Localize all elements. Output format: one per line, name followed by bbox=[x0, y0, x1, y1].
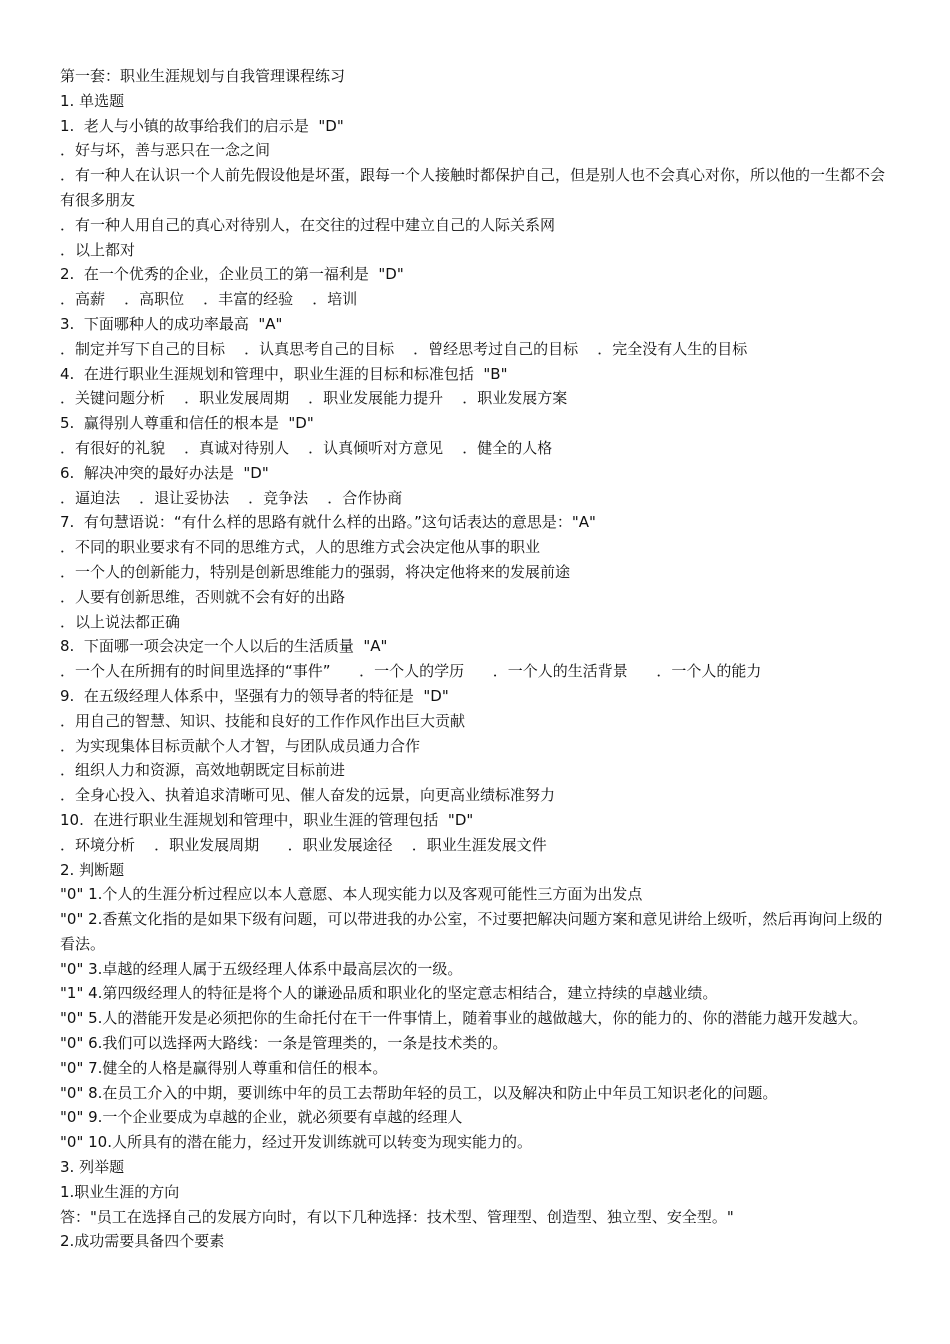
enumeration-item-1: 1.职业生涯的方向 bbox=[60, 1182, 180, 1201]
question-9-option: ．为实现集体目标贡献个人才智，与团队成员通力合作 bbox=[60, 736, 421, 755]
document-page bbox=[60, 64, 896, 1254]
judgment-item-8: "0" 8.在员工介入的中期，要训练中年的员工去帮助年轻的员工，以及解决和防止中年员工知识老化的问题。 bbox=[60, 1083, 778, 1102]
question-2-options: ．高薪 ．高职位 ．丰富的经验 ．培训 bbox=[60, 290, 358, 309]
question-1-option: ．好与坏，善与恶只在一念之间 bbox=[60, 141, 271, 160]
question-7-option: ．不同的职业要求有不同的思维方式，人的思维方式会决定他从事的职业 bbox=[60, 538, 541, 557]
question-3: 3. 下面哪种人的成功率最高 "A" bbox=[60, 314, 283, 333]
question-6: 6. 解决冲突的最好办法是 "D" bbox=[60, 463, 269, 482]
section-heading-single-choice: 1. 单选题 bbox=[60, 91, 125, 110]
judgment-item-6: "0" 6.我们可以选择两大路线：一条是管理类的，一条是技术类的。 bbox=[60, 1034, 508, 1053]
question-4: 4. 在进行职业生涯规划和管理中，职业生涯的目标和标准包括 "B" bbox=[60, 364, 508, 383]
question-9-option: ．组织人力和资源，高效地朝既定目标前进 bbox=[60, 761, 346, 780]
question-8: 8. 下面哪一项会决定一个人以后的生活质量 "A" bbox=[60, 637, 388, 656]
enumeration-answer-1: 答："员工在选择自己的发展方向时，有以下几种选择：技术型、管理型、创造型、独立型、安全型。" bbox=[60, 1207, 734, 1226]
question-9-option: ．用自己的智慧、知识、技能和良好的工作作风作出巨大贡献 bbox=[60, 711, 466, 730]
section-heading-true-false: 2. 判断题 bbox=[60, 860, 125, 879]
question-1-option: ．有一种人在认识一个人前先假设他是坏蛋，跟每一个人接触时都保护自己，但是别人也不会真心对你，所以他的一生都不会有很多朋友 bbox=[60, 166, 886, 209]
enumeration-item-2: 2.成功需要具备四个要素 bbox=[60, 1232, 225, 1251]
judgment-item-3: "0" 3.卓越的经理人属于五级经理人体系中最高层次的一级。 bbox=[60, 959, 463, 978]
question-9: 9. 在五级经理人体系中，坚强有力的领导者的特征是 "D" bbox=[60, 686, 449, 705]
question-9-option: ．全身心投入、执着追求清晰可见、催人奋发的远景，向更高业绩标准努力 bbox=[60, 786, 556, 805]
judgment-item-2: "0" 2.香蕉文化指的是如果下级有问题，可以带进我的办公室，不过要把解决问题方案和意见讲给上级听，然后再询问上级的看法。 bbox=[60, 910, 883, 953]
question-3-options: ．制定并写下自己的目标 ．认真思考自己的目标 ．曾经思考过自己的目标 ．完全没有人生的目标 bbox=[60, 339, 748, 358]
question-1: 1. 老人与小镇的故事给我们的启示是 "D" bbox=[60, 116, 344, 135]
question-6-options: ．逼迫法 ．退让妥协法 ．竞争法 ．合作协商 bbox=[60, 488, 403, 507]
judgment-item-5: "0" 5.人的潜能开发是必须把你的生命托付在干一件事情上，随着事业的越做越大，你的能力的、你的潜能力越开发越大。 bbox=[60, 1009, 868, 1028]
judgment-item-1: "0" 1.个人的生涯分析过程应以本人意愿、本人现实能力以及客观可能性三方面为出发点 bbox=[60, 885, 643, 904]
question-7: 7. 有句慧语说：“有什么样的思路有就什么样的出路。”这句话表达的意思是："A" bbox=[60, 513, 596, 532]
question-4-options: ．关键问题分析 ．职业发展周期 ．职业发展能力提升 ．职业发展方案 bbox=[60, 389, 568, 408]
question-1-option: ．有一种人用自己的真心对待别人，在交往的过程中建立自己的人际关系网 bbox=[60, 215, 556, 234]
question-2: 2. 在一个优秀的企业，企业员工的第一福利是 "D" bbox=[60, 265, 404, 284]
question-8-options: ．一个人在所拥有的时间里选择的“事件” ．一个人的学历 ．一个人的生活背景 ．一个人的能力 bbox=[60, 662, 762, 681]
question-5-options: ．有很好的礼貌 ．真诚对待别人 ．认真倾听对方意见 ．健全的人格 bbox=[60, 438, 553, 457]
question-1-option: ．以上都对 bbox=[60, 240, 136, 259]
judgment-item-9: "0" 9.一个企业要成为卓越的企业，就必须要有卓越的经理人 bbox=[60, 1108, 463, 1127]
document-title: 第一套：职业生涯规划与自我管理课程练习 bbox=[60, 67, 346, 85]
question-5: 5. 赢得别人尊重和信任的根本是 "D" bbox=[60, 414, 314, 433]
question-7-option: ．以上说法都正确 bbox=[60, 612, 181, 631]
judgment-item-4: "1" 4.第四级经理人的特征是将个人的谦逊品质和职业化的坚定意志相结合，建立持续的卓越业绩。 bbox=[60, 984, 718, 1003]
judgment-item-10: "0" 10.人所具有的潜在能力，经过开发训练就可以转变为现实能力的。 bbox=[60, 1133, 532, 1152]
question-7-option: ．人要有创新思维，否则就不会有好的出路 bbox=[60, 587, 346, 606]
judgment-item-7: "0" 7.健全的人格是赢得别人尊重和信任的根本。 bbox=[60, 1058, 388, 1077]
section-heading-enumeration: 3. 列举题 bbox=[60, 1158, 125, 1177]
question-7-option: ．一个人的创新能力，特别是创新思维能力的强弱，将决定他将来的发展前途 bbox=[60, 562, 571, 581]
question-10-options: ．环境分析 ．职业发展周期 ．职业发展途径 ．职业生涯发展文件 bbox=[60, 835, 547, 854]
question-10: 10. 在进行职业生涯规划和管理中，职业生涯的管理包括 "D" bbox=[60, 810, 474, 829]
